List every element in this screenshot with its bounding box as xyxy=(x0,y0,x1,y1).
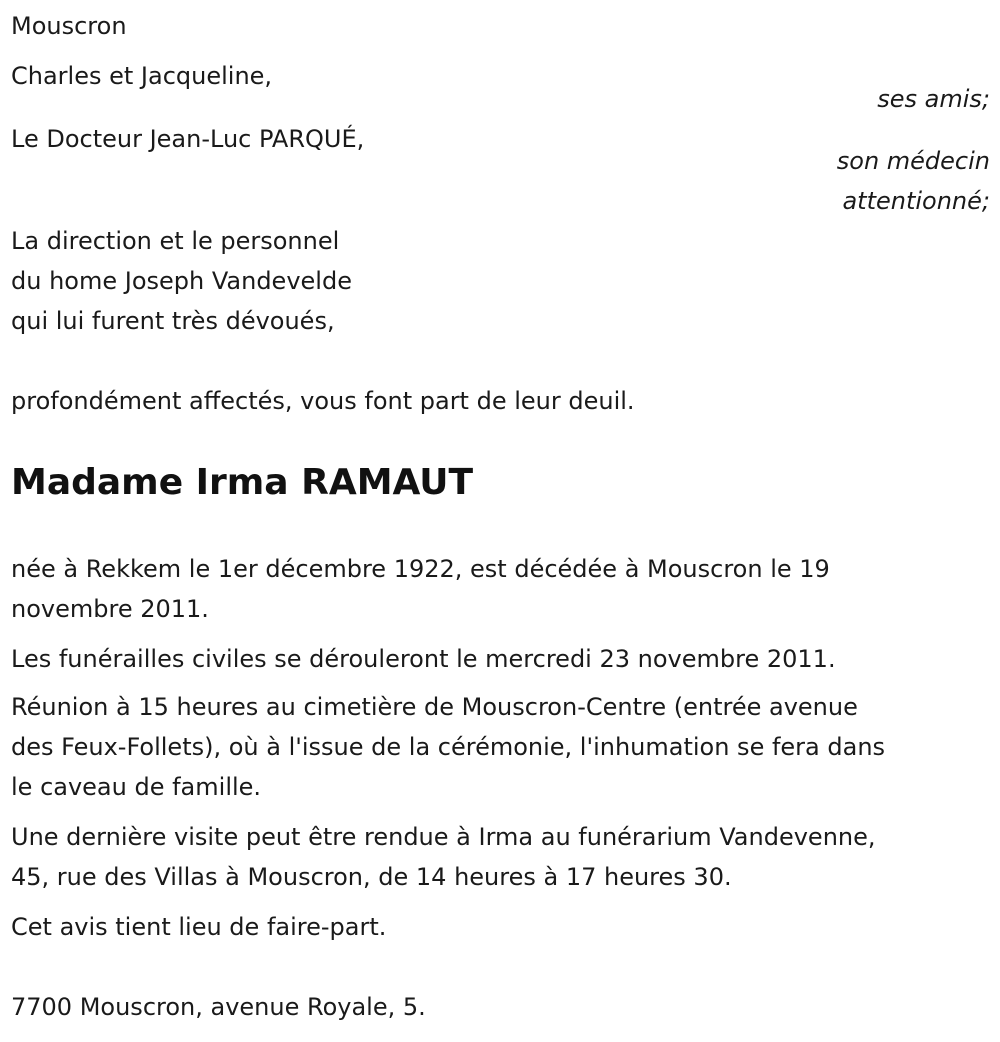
birth-death-line2: novembre 2011. xyxy=(11,595,209,623)
meeting-line2: des Feux-Follets), où à l'issue de la cérémonie, l'inhumation se fera dans xyxy=(11,733,886,761)
sender-doctor-role-line1: son médecin xyxy=(836,147,990,175)
city-heading: Mouscron xyxy=(11,12,127,40)
notice-text: Cet avis tient lieu de faire-part. xyxy=(11,913,387,941)
meeting-line1: Réunion à 15 heures au cimetière de Mouscron-Centre (entrée avenue xyxy=(11,693,858,721)
footer-address: 7700 Mouscron, avenue Royale, 5. xyxy=(11,993,426,1021)
announcement-text: profondément affectés, vous font part de leur deuil. xyxy=(11,387,635,415)
sender-home-line3: qui lui furent très dévoués, xyxy=(11,307,335,335)
meeting-line3: le caveau de famille. xyxy=(11,773,262,801)
sender-home-line2: du home Joseph Vandevelde xyxy=(11,267,352,295)
sender-friends: Charles et Jacqueline, xyxy=(11,62,273,90)
sender-doctor-role-line2: attentionné; xyxy=(842,187,990,215)
sender-home-line1: La direction et le personnel xyxy=(11,227,340,255)
visit-line2: 45, rue des Villas à Mouscron, de 14 heures à 17 heures 30. xyxy=(11,863,732,891)
deceased-name: Madame Irma RAMAUT xyxy=(11,462,474,503)
sender-friends-role: ses amis; xyxy=(877,85,990,113)
visit-line1: Une dernière visite peut être rendue à Irma au funérarium Vandevenne, xyxy=(11,823,876,851)
birth-death-line1: née à Rekkem le 1er décembre 1922, est décédée à Mouscron le 19 xyxy=(11,555,830,583)
funeral-text: Les funérailles civiles se dérouleront le mercredi 23 novembre 2011. xyxy=(11,645,836,673)
sender-doctor: Le Docteur Jean-Luc PARQUÉ, xyxy=(11,125,365,153)
